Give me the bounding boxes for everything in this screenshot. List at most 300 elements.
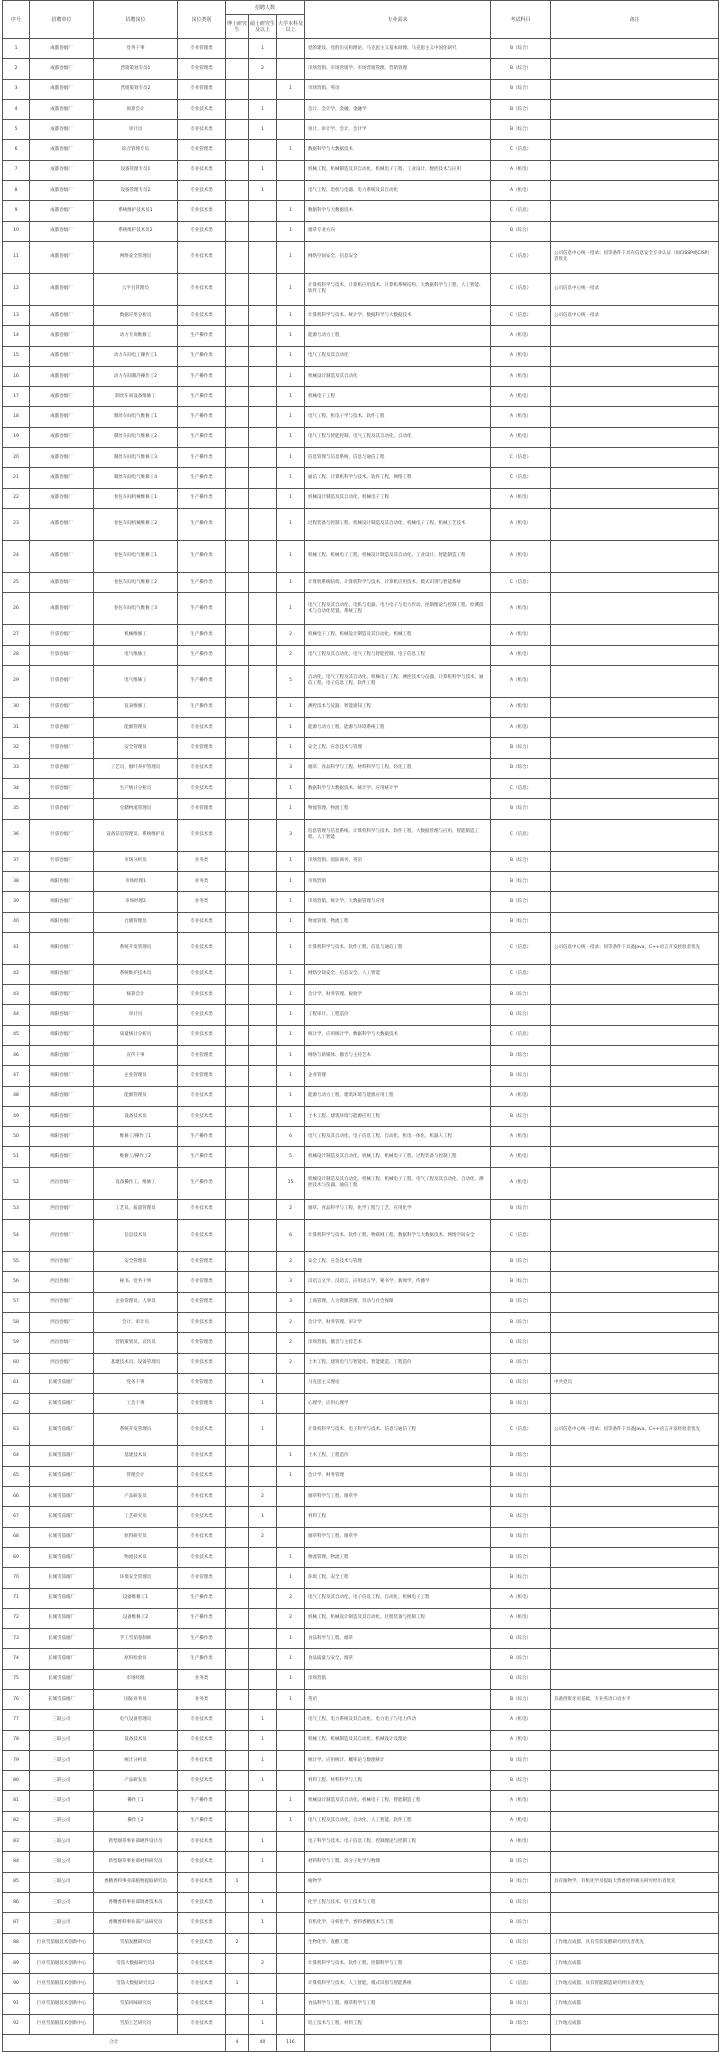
- row-exam: A（机电）: [491, 366, 551, 386]
- row-unit: 成都卷烟厂: [30, 488, 94, 508]
- row-category: 专业技术类: [178, 221, 226, 241]
- row-phd: [226, 448, 249, 468]
- row-exam: A（机电）: [491, 1608, 551, 1628]
- row-remark: 公司信息中心统一招录: [551, 305, 719, 325]
- row-unit: 三联公司: [30, 1710, 94, 1730]
- row-exam: B（综合）: [491, 912, 551, 932]
- table-body: [3, 39, 719, 2035]
- row-remark: [551, 871, 719, 891]
- row-category: 专业管理类: [178, 1394, 226, 1414]
- row-master: [249, 326, 277, 346]
- row-master: [249, 1353, 277, 1373]
- row-major: 会计学、财务管理、税收学: [305, 985, 491, 1005]
- row-post: 原料研究员: [94, 1527, 178, 1547]
- row-exam: A（机电）: [491, 1147, 551, 1167]
- table-row: [3, 2014, 719, 2034]
- row-category: 专业管理类: [178, 1252, 226, 1272]
- row-bachelor: 1: [277, 1066, 305, 1086]
- row-phd: [226, 1394, 249, 1414]
- row-no: 9: [3, 201, 30, 221]
- table-row: [3, 1252, 719, 1272]
- row-remark: 公司信息中心统一招录: [551, 273, 719, 305]
- row-category: 专业管理类: [178, 1292, 226, 1312]
- table-row: [3, 1066, 719, 1086]
- row-phd: [226, 1852, 249, 1872]
- row-bachelor: 3: [277, 1272, 305, 1292]
- row-remark: [551, 1312, 719, 1332]
- row-bachelor: [277, 1994, 305, 2014]
- table-row: [3, 1487, 719, 1507]
- row-post: 设备管理专员2: [94, 181, 178, 201]
- row-bachelor: 1: [277, 1568, 305, 1588]
- table-row: [3, 488, 719, 508]
- header-unit: 招聘单位: [30, 1, 94, 39]
- row-master: [249, 1547, 277, 1567]
- row-exam: B（综合）: [491, 221, 551, 241]
- table-row: [3, 273, 719, 305]
- row-category: 生产操作类: [178, 1791, 226, 1811]
- row-bachelor: [277, 1730, 305, 1750]
- row-bachelor: 1: [277, 1811, 305, 1831]
- row-remark: [551, 1466, 719, 1486]
- row-phd: [226, 892, 249, 912]
- row-unit: 西昌卷烟厂: [30, 1272, 94, 1292]
- row-phd: [226, 1086, 249, 1106]
- row-unit: 三联公司: [30, 1892, 94, 1912]
- row-post: 营销策划专员1: [94, 59, 178, 79]
- row-post: 能源管理员: [94, 1086, 178, 1106]
- row-major: 信息管理与信息系统、信息与通信工程: [305, 448, 491, 468]
- row-master: 1: [249, 120, 277, 140]
- row-remark: [551, 1005, 719, 1025]
- row-no: 60: [3, 1353, 30, 1373]
- row-exam: B（综合）: [491, 1669, 551, 1689]
- row-unit: 行业雪茄烟技术创新中心: [30, 2014, 94, 2034]
- row-category: 专业技术类: [178, 241, 226, 273]
- row-bachelor: [277, 1414, 305, 1446]
- row-major: 机械设计制造及其自动化、机械工程、机械电子工程、电气工程及其自动化、自动化、测控技术与仪器、通信工程: [305, 1167, 491, 1199]
- row-exam: B（综合）: [491, 1466, 551, 1486]
- row-unit: 什邡卷烟厂: [30, 697, 94, 717]
- row-unit: 成都卷烟厂: [30, 508, 94, 540]
- row-major: 测控技术与仪器、智能感知工程: [305, 697, 491, 717]
- row-no: 6: [3, 140, 30, 160]
- row-post: 环境安全管理员: [94, 1568, 178, 1588]
- row-unit: 三联公司: [30, 1811, 94, 1831]
- row-unit: 什邡卷烟厂: [30, 665, 94, 697]
- row-unit: 绵阳卷烟厂: [30, 912, 94, 932]
- row-category: 专业管理类: [178, 1373, 226, 1393]
- row-exam: B（综合）: [491, 1913, 551, 1933]
- total-empty: [305, 2035, 491, 2052]
- row-remark: [551, 593, 719, 625]
- header-exam: 考试科目: [491, 1, 551, 39]
- table-row: [3, 1832, 719, 1852]
- row-category: 生产操作类: [178, 448, 226, 468]
- row-master: 2: [249, 1487, 277, 1507]
- row-master: 1: [249, 160, 277, 180]
- row-category: 专业技术类: [178, 1466, 226, 1486]
- row-post: 卷包车间电气维修工3: [94, 593, 178, 625]
- row-major: 生物化学、发酵工程: [305, 1933, 491, 1953]
- header-num-group: 招聘人数: [226, 1, 305, 15]
- row-post: 设备管理专员1: [94, 160, 178, 180]
- row-phd: [226, 593, 249, 625]
- row-major: 轻工技术与工程、材料工程: [305, 2014, 491, 2034]
- row-bachelor: [277, 1892, 305, 1912]
- row-post: 雪茄发酵研究员: [94, 1933, 178, 1953]
- row-remark: [551, 407, 719, 427]
- row-phd: [226, 2014, 249, 2034]
- row-no: 63: [3, 1414, 30, 1446]
- table-row: [3, 1005, 719, 1025]
- row-master: 1: [249, 1373, 277, 1393]
- row-post: 新型烟草事业部硬件设计员: [94, 1832, 178, 1852]
- row-post: 雪茄工艺研究员: [94, 2014, 178, 2034]
- table-row: [3, 1730, 719, 1750]
- row-no: 23: [3, 508, 30, 540]
- row-no: 38: [3, 871, 30, 891]
- row-category: 专业技术类: [178, 1086, 226, 1106]
- row-no: 32: [3, 738, 30, 758]
- row-phd: [226, 1106, 249, 1126]
- row-phd: [226, 39, 249, 59]
- row-major: 电气工程及其自动化、电机与电器、电力电子与电力传动、控制理论与控制工程、检测技术与自动化装置、系统工程: [305, 593, 491, 625]
- row-master: [249, 305, 277, 325]
- row-exam: C（信息）: [491, 201, 551, 221]
- row-master: [249, 912, 277, 932]
- row-category: 生产操作类: [178, 1127, 226, 1147]
- table-row: [3, 387, 719, 407]
- row-unit: 成都卷烟厂: [30, 468, 94, 488]
- row-unit: 什邡卷烟厂: [30, 645, 94, 665]
- row-phd: [226, 305, 249, 325]
- row-category: 生产操作类: [178, 1147, 226, 1167]
- row-phd: [226, 241, 249, 273]
- row-major: 计算机科学与技术、人工智能、模式识别与智能系统: [305, 1974, 491, 1994]
- row-bachelor: 1: [277, 366, 305, 386]
- row-exam: A（机电）: [491, 1167, 551, 1199]
- row-no: 88: [3, 1933, 30, 1953]
- header-post: 招聘岗位: [94, 1, 178, 39]
- row-no: 61: [3, 1373, 30, 1393]
- row-unit: 长城雪茄烟厂: [30, 1373, 94, 1393]
- row-master: 1: [249, 1892, 277, 1912]
- row-unit: 绵阳卷烟厂: [30, 892, 94, 912]
- row-master: 2: [249, 1953, 277, 1973]
- row-master: [249, 799, 277, 819]
- row-master: 1: [249, 1710, 277, 1730]
- row-phd: [226, 645, 249, 665]
- row-phd: [226, 758, 249, 778]
- row-bachelor: 1: [277, 593, 305, 625]
- row-no: 64: [3, 1446, 30, 1466]
- row-no: 75: [3, 1669, 30, 1689]
- row-master: [249, 1025, 277, 1045]
- row-category: 生产操作类: [178, 366, 226, 386]
- row-remark: [551, 1066, 719, 1086]
- row-master: [249, 718, 277, 738]
- row-master: [249, 1446, 277, 1466]
- row-phd: [226, 1649, 249, 1669]
- row-remark: [551, 1220, 719, 1252]
- row-post: 数据应用分析员: [94, 305, 178, 325]
- row-category: 专业技术类: [178, 1199, 226, 1219]
- row-bachelor: 1: [277, 871, 305, 891]
- row-no: 5: [3, 120, 30, 140]
- row-major: 审计、审计学、会计、会计学: [305, 120, 491, 140]
- row-major: 自动化、电气工程及其自动化、机械电子工程、测控技术与仪器、计算机科学与技术、通信工程、电子信息工程、软件工程: [305, 665, 491, 697]
- row-no: 17: [3, 387, 30, 407]
- row-exam: A（机电）: [491, 1588, 551, 1608]
- row-category: 专业技术类: [178, 181, 226, 201]
- row-category: 生产操作类: [178, 346, 226, 366]
- row-exam: A（机电）: [491, 593, 551, 625]
- row-no: 34: [3, 779, 30, 799]
- table-row: [3, 645, 719, 665]
- row-no: 55: [3, 1252, 30, 1272]
- row-post: 系统维护技术员: [94, 964, 178, 984]
- row-category: 专业管理类: [178, 799, 226, 819]
- row-bachelor: 1: [277, 326, 305, 346]
- row-major: 电气工程及其自动化、电子信息工程、自动化、机械电子工程: [305, 1588, 491, 1608]
- row-no: 81: [3, 1791, 30, 1811]
- table-row: [3, 346, 719, 366]
- row-post: 工艺员、烟叶养护管理员: [94, 758, 178, 778]
- row-exam: C（信息）: [491, 1025, 551, 1045]
- row-major: 材料科学与工程、高分子化学与物理: [305, 1852, 491, 1872]
- row-exam: C（信息）: [491, 305, 551, 325]
- row-post: 制丝车间电气维修工3: [94, 448, 178, 468]
- row-exam: A（机电）: [491, 645, 551, 665]
- table-row: [3, 758, 719, 778]
- row-unit: 成都卷烟厂: [30, 326, 94, 346]
- row-no: 89: [3, 1953, 30, 1973]
- table-row: [3, 1669, 719, 1689]
- row-exam: C（信息）: [491, 241, 551, 273]
- row-major: 植物学: [305, 1872, 491, 1892]
- row-major: 机械工程、机械制造及其自动化、机械设计及理论: [305, 1730, 491, 1750]
- row-major: 材料工程、材料科学与工程: [305, 1771, 491, 1791]
- row-category: 生产操作类: [178, 540, 226, 572]
- row-major: 数据科学与大数据技术、统计学、应用统计学: [305, 779, 491, 799]
- row-no: 12: [3, 273, 30, 305]
- row-remark: [551, 120, 719, 140]
- table-row: [3, 1547, 719, 1567]
- row-post: 生产统计分析员: [94, 779, 178, 799]
- row-major: 食品质量与安全、烟草: [305, 1649, 491, 1669]
- row-phd: [226, 985, 249, 1005]
- row-remark: 公司信息中心统一招录；同等条件下具有信息安全专业认证（如CISSP或CISP）者优先: [551, 241, 719, 273]
- row-phd: [226, 1811, 249, 1831]
- table-row: [3, 1147, 719, 1167]
- row-bachelor: 1: [277, 1791, 305, 1811]
- row-no: 42: [3, 964, 30, 984]
- row-remark: [551, 625, 719, 645]
- row-phd: [226, 1147, 249, 1167]
- row-no: 35: [3, 799, 30, 819]
- row-bachelor: 1: [277, 540, 305, 572]
- row-post: 基建技术员: [94, 1446, 178, 1466]
- row-post: 党务干事: [94, 1373, 178, 1393]
- row-master: [249, 201, 277, 221]
- table-row: [3, 851, 719, 871]
- row-exam: B（综合）: [491, 39, 551, 59]
- row-master: [249, 1005, 277, 1025]
- row-no: 91: [3, 1994, 30, 2014]
- row-bachelor: 1: [277, 407, 305, 427]
- row-major: 机械设计制造及其自动化、机械电子工程、智能制造工程: [305, 1791, 491, 1811]
- row-phd: [226, 1252, 249, 1272]
- row-exam: B（综合）: [491, 1568, 551, 1588]
- row-post: 安全管理员: [94, 1252, 178, 1272]
- row-category: 专业管理类: [178, 140, 226, 160]
- row-category: 生产操作类: [178, 427, 226, 447]
- table-row: [3, 448, 719, 468]
- row-bachelor: 1: [277, 1446, 305, 1466]
- row-unit: 什邡卷烟厂: [30, 625, 94, 645]
- row-category: 专业技术类: [178, 1005, 226, 1025]
- row-unit: 行业雪茄烟技术创新中心: [30, 1974, 94, 1994]
- row-post: 信息技术员: [94, 1220, 178, 1252]
- row-major: 安全工程、应急技术与管理: [305, 738, 491, 758]
- row-phd: [226, 140, 249, 160]
- row-no: 65: [3, 1466, 30, 1486]
- row-post: 综合管理专员: [94, 140, 178, 160]
- row-unit: 长城雪茄烟厂: [30, 1466, 94, 1486]
- row-unit: 成都卷烟厂: [30, 366, 94, 386]
- table-row: [3, 427, 719, 447]
- row-major: 机械工程、机械制造及其自动化、机械电子工程、工业设计、数控技术与应用: [305, 160, 491, 180]
- row-master: [249, 508, 277, 540]
- row-exam: A（机电）: [491, 508, 551, 540]
- row-bachelor: 6: [277, 1127, 305, 1147]
- table-row: [3, 819, 719, 851]
- row-unit: 三联公司: [30, 1750, 94, 1770]
- table-row: [3, 1791, 719, 1811]
- row-remark: [551, 851, 719, 871]
- row-no: 26: [3, 593, 30, 625]
- row-post: 动力专岗维修工: [94, 326, 178, 346]
- row-category: 专业技术类: [178, 1446, 226, 1466]
- row-bachelor: [277, 1527, 305, 1547]
- row-bachelor: [277, 2014, 305, 2034]
- row-master: [249, 1933, 277, 1953]
- row-exam: B（综合）: [491, 1487, 551, 1507]
- row-remark: [551, 39, 719, 59]
- row-remark: [551, 1811, 719, 1831]
- row-unit: 什邡卷烟厂: [30, 738, 94, 758]
- row-major: 烟草科学与工程、烟草学: [305, 1487, 491, 1507]
- table-row: [3, 985, 719, 1005]
- total-empty: [551, 2035, 719, 2052]
- row-unit: 长城雪茄烟厂: [30, 1649, 94, 1669]
- row-phd: [226, 697, 249, 717]
- row-remark: [551, 1892, 719, 1912]
- row-master: [249, 1608, 277, 1628]
- row-no: 2: [3, 59, 30, 79]
- row-phd: [226, 1750, 249, 1770]
- row-exam: B（综合）: [491, 1994, 551, 2014]
- row-no: 7: [3, 160, 30, 180]
- row-unit: 三联公司: [30, 1771, 94, 1791]
- row-unit: 西昌卷烟厂: [30, 1220, 94, 1252]
- row-unit: 什邡卷烟厂: [30, 758, 94, 778]
- header-no: 序号: [3, 1, 30, 39]
- table-row: [3, 1608, 719, 1628]
- row-master: [249, 1669, 277, 1689]
- row-bachelor: 1: [277, 779, 305, 799]
- row-post: 设备操作工、维修工: [94, 1167, 178, 1199]
- row-remark: [551, 448, 719, 468]
- row-phd: [226, 366, 249, 386]
- total-empty: [491, 2035, 551, 2052]
- row-master: [249, 1312, 277, 1332]
- row-no: 72: [3, 1608, 30, 1628]
- recruitment-table: [2, 0, 719, 2052]
- row-phd: [226, 871, 249, 891]
- row-no: 50: [3, 1127, 30, 1147]
- row-remark: [551, 1199, 719, 1219]
- row-master: [249, 758, 277, 778]
- row-phd: [226, 779, 249, 799]
- row-post: 国际业务员: [94, 1690, 178, 1710]
- row-category: 专业技术类: [178, 1353, 226, 1373]
- row-no: 21: [3, 468, 30, 488]
- row-no: 37: [3, 851, 30, 871]
- row-major: 机械电子工程: [305, 387, 491, 407]
- table-row: [3, 1994, 719, 2014]
- row-major: 材料工程: [305, 1507, 491, 1527]
- row-exam: B（综合）: [491, 1750, 551, 1770]
- row-category: 专业管理类: [178, 1568, 226, 1588]
- row-bachelor: 1: [277, 79, 305, 99]
- total-label: 合计: [3, 2035, 226, 2052]
- table-row: [3, 1333, 719, 1353]
- row-exam: B（综合）: [491, 1045, 551, 1065]
- row-remark: [551, 1292, 719, 1312]
- table-row: [3, 665, 719, 697]
- row-unit: 三联公司: [30, 1791, 94, 1811]
- table-row: [3, 201, 719, 221]
- table-row: [3, 1167, 719, 1199]
- row-unit: 成都卷烟厂: [30, 39, 94, 59]
- row-no: 83: [3, 1832, 30, 1852]
- row-exam: B（综合）: [491, 1272, 551, 1292]
- row-phd: [226, 1414, 249, 1446]
- row-phd: [226, 1167, 249, 1199]
- row-category: 专业管理类: [178, 39, 226, 59]
- row-major: 电气工程、电机与电器、电力系统及其自动化: [305, 181, 491, 201]
- row-exam: C（信息）: [491, 1220, 551, 1252]
- row-bachelor: 6: [277, 1220, 305, 1252]
- table-row: [3, 468, 719, 488]
- row-no: 54: [3, 1220, 30, 1252]
- row-post: 制丝车间电气维修工4: [94, 468, 178, 488]
- row-major: 电气工程、机电子学与技术、软件工程: [305, 407, 491, 427]
- row-master: [249, 697, 277, 717]
- row-phd: [226, 1466, 249, 1486]
- header-remark: 备注: [551, 1, 719, 39]
- row-bachelor: 15: [277, 1167, 305, 1199]
- row-unit: 长城雪茄烟厂: [30, 1507, 94, 1527]
- row-master: 1: [249, 1414, 277, 1446]
- row-remark: [551, 468, 719, 488]
- row-exam: B（综合）: [491, 871, 551, 891]
- row-phd: [226, 221, 249, 241]
- row-no: 53: [3, 1199, 30, 1219]
- row-exam: B（综合）: [491, 1312, 551, 1332]
